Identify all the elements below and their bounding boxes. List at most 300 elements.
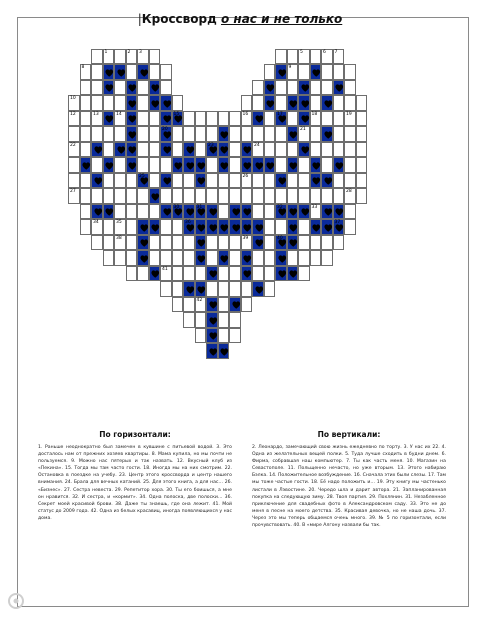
- grid-cell[interactable]: [126, 64, 138, 80]
- grid-cell[interactable]: [183, 266, 195, 282]
- grid-cell[interactable]: [137, 188, 149, 204]
- heart-icon: [128, 115, 137, 124]
- grid-cell[interactable]: [126, 204, 138, 220]
- grid-cell[interactable]: [206, 235, 218, 251]
- grid-cell[interactable]: [103, 235, 115, 251]
- grid-cell[interactable]: [252, 95, 264, 111]
- grid-cell[interactable]: [160, 281, 172, 297]
- heart-icon: [335, 84, 344, 93]
- clue-number: 14: [116, 111, 122, 117]
- heart-icon: [105, 115, 114, 124]
- grid-cell[interactable]: [103, 126, 115, 142]
- grid-cell[interactable]: [114, 250, 126, 266]
- grid-cell[interactable]: [91, 49, 103, 65]
- grid-cell[interactable]: [149, 157, 161, 173]
- page-corner-icon: [5, 590, 27, 612]
- grid-cell[interactable]: [172, 297, 184, 313]
- grid-cell[interactable]: [287, 188, 299, 204]
- grid-cell[interactable]: [321, 142, 333, 158]
- grid-cell[interactable]: [206, 250, 218, 266]
- grid-cell[interactable]: [206, 173, 218, 189]
- grid-cell[interactable]: [91, 95, 103, 111]
- grid-cell[interactable]: [287, 80, 299, 96]
- heart-icon: [255, 286, 264, 295]
- grid-cell[interactable]: [241, 297, 253, 313]
- grid-cell[interactable]: [229, 126, 241, 142]
- grid-cell[interactable]: [333, 142, 345, 158]
- grid-cell[interactable]: [229, 142, 241, 158]
- black-cell: [206, 312, 218, 328]
- black-cell: [321, 95, 333, 111]
- grid-cell[interactable]: [333, 188, 345, 204]
- grid-cell[interactable]: [264, 204, 276, 220]
- grid-cell[interactable]: [137, 266, 149, 282]
- heart-icon: [266, 100, 275, 109]
- grid-cell[interactable]: [195, 126, 207, 142]
- grid-cell[interactable]: [114, 173, 126, 189]
- grid-cell[interactable]: [287, 250, 299, 266]
- grid-cell[interactable]: [252, 126, 264, 142]
- clue-number: 16: [242, 111, 249, 117]
- grid-cell[interactable]: [252, 142, 264, 158]
- grid-cell[interactable]: [298, 250, 310, 266]
- grid-cell[interactable]: [252, 266, 264, 282]
- grid-cell[interactable]: [160, 188, 172, 204]
- grid-cell[interactable]: [275, 80, 287, 96]
- grid-cell[interactable]: [241, 173, 253, 189]
- grid-cell[interactable]: [298, 235, 310, 251]
- grid-cell[interactable]: [218, 328, 230, 344]
- grid-cell[interactable]: [264, 111, 276, 127]
- grid-cell[interactable]: [241, 188, 253, 204]
- grid-cell[interactable]: [80, 126, 92, 142]
- grid-cell[interactable]: [310, 250, 322, 266]
- grid-cell[interactable]: [103, 95, 115, 111]
- grid-cell[interactable]: [264, 188, 276, 204]
- black-cell: [137, 219, 149, 235]
- grid-cell[interactable]: [103, 250, 115, 266]
- grid-cell[interactable]: [195, 142, 207, 158]
- grid-cell[interactable]: [149, 64, 161, 80]
- grid-cell[interactable]: [160, 266, 172, 282]
- grid-cell[interactable]: [310, 80, 322, 96]
- black-cell: [172, 157, 184, 173]
- heart-icon: [128, 84, 137, 93]
- grid-cell[interactable]: [333, 126, 345, 142]
- grid-cell[interactable]: [264, 219, 276, 235]
- grid-cell[interactable]: [172, 95, 184, 111]
- grid-cell[interactable]: [264, 126, 276, 142]
- grid-cell[interactable]: [252, 80, 264, 96]
- grid-cell[interactable]: [298, 173, 310, 189]
- heart-icon: [128, 100, 137, 109]
- grid-cell[interactable]: [218, 204, 230, 220]
- grid-cell[interactable]: [229, 157, 241, 173]
- grid-cell[interactable]: [91, 111, 103, 127]
- black-cell: [172, 111, 184, 127]
- heart-icon: [105, 69, 114, 78]
- grid-cell[interactable]: [344, 157, 356, 173]
- grid-cell[interactable]: [160, 235, 172, 251]
- grid-cell[interactable]: [229, 173, 241, 189]
- grid-cell[interactable]: [91, 80, 103, 96]
- grid-cell[interactable]: [264, 266, 276, 282]
- heart-icon: [117, 146, 126, 155]
- grid-cell[interactable]: [68, 95, 80, 111]
- grid-cell[interactable]: [195, 188, 207, 204]
- black-cell: [252, 157, 264, 173]
- grid-cell[interactable]: [103, 219, 115, 235]
- grid-cell[interactable]: [321, 111, 333, 127]
- grid-cell[interactable]: [298, 49, 310, 65]
- grid-cell[interactable]: [149, 235, 161, 251]
- grid-cell[interactable]: [80, 204, 92, 220]
- grid-cell[interactable]: [172, 235, 184, 251]
- grid-cell[interactable]: [275, 126, 287, 142]
- grid-cell[interactable]: [80, 173, 92, 189]
- grid-cell[interactable]: [68, 142, 80, 158]
- grid-cell[interactable]: [80, 95, 92, 111]
- grid-cell[interactable]: [252, 204, 264, 220]
- grid-cell[interactable]: [287, 142, 299, 158]
- grid-cell[interactable]: [172, 188, 184, 204]
- grid-cell[interactable]: [229, 250, 241, 266]
- grid-cell[interactable]: [218, 297, 230, 313]
- grid-cell[interactable]: [91, 126, 103, 142]
- grid-cell[interactable]: [68, 111, 80, 127]
- grid-cell[interactable]: [344, 204, 356, 220]
- grid-cell[interactable]: [91, 219, 103, 235]
- grid-cell[interactable]: [321, 49, 333, 65]
- black-cell: [241, 219, 253, 235]
- grid-cell[interactable]: [241, 95, 253, 111]
- grid-cell[interactable]: [137, 95, 149, 111]
- text-cursor: |: [137, 12, 142, 26]
- grid-cell[interactable]: [218, 266, 230, 282]
- grid-cell[interactable]: [264, 281, 276, 297]
- grid-cell[interactable]: [126, 250, 138, 266]
- heart-icon: [117, 69, 126, 78]
- heart-icon: [197, 162, 206, 171]
- grid-cell[interactable]: [344, 64, 356, 80]
- heart-icon: [140, 239, 149, 248]
- grid-cell[interactable]: [114, 111, 126, 127]
- grid-cell[interactable]: [80, 219, 92, 235]
- grid-cell[interactable]: [114, 204, 126, 220]
- grid-cell[interactable]: [91, 188, 103, 204]
- grid-cell[interactable]: [114, 235, 126, 251]
- grid-cell[interactable]: [321, 250, 333, 266]
- grid-cell[interactable]: [310, 235, 322, 251]
- grid-cell[interactable]: [356, 111, 368, 127]
- grid-cell[interactable]: [298, 157, 310, 173]
- grid-cell[interactable]: [252, 173, 264, 189]
- grid-cell[interactable]: [149, 173, 161, 189]
- grid-cell[interactable]: [298, 266, 310, 282]
- heart-icon: [163, 177, 172, 186]
- grid-cell[interactable]: [344, 142, 356, 158]
- grid-cell[interactable]: [275, 142, 287, 158]
- grid-cell[interactable]: [310, 111, 322, 127]
- grid-cell[interactable]: [172, 266, 184, 282]
- grid-cell[interactable]: [149, 204, 161, 220]
- grid-cell[interactable]: [149, 142, 161, 158]
- grid-cell[interactable]: [229, 328, 241, 344]
- grid-cell[interactable]: [160, 250, 172, 266]
- black-cell: [287, 204, 299, 220]
- grid-cell[interactable]: [160, 157, 172, 173]
- grid-cell[interactable]: [68, 188, 80, 204]
- heart-icon: [255, 162, 264, 171]
- black-cell: [241, 142, 253, 158]
- black-cell: [310, 64, 322, 80]
- black-cell: [321, 219, 333, 235]
- grid-cell[interactable]: [114, 95, 126, 111]
- grid-cell[interactable]: [137, 126, 149, 142]
- grid-cell[interactable]: [275, 95, 287, 111]
- grid-cell[interactable]: [344, 80, 356, 96]
- grid-cell[interactable]: [356, 95, 368, 111]
- grid-cell[interactable]: [206, 281, 218, 297]
- black-cell: [183, 204, 195, 220]
- grid-cell[interactable]: [91, 157, 103, 173]
- grid-cell[interactable]: [310, 95, 322, 111]
- grid-cell[interactable]: [275, 49, 287, 65]
- grid-cell[interactable]: [310, 49, 322, 65]
- grid-cell[interactable]: [356, 173, 368, 189]
- grid-cell[interactable]: [183, 250, 195, 266]
- grid-cell[interactable]: [206, 157, 218, 173]
- grid-cell[interactable]: [195, 328, 207, 344]
- black-cell: [103, 80, 115, 96]
- grid-cell[interactable]: [333, 111, 345, 127]
- grid-cell[interactable]: [218, 173, 230, 189]
- heart-icon: [105, 84, 114, 93]
- grid-cell[interactable]: [149, 126, 161, 142]
- grid-cell[interactable]: [126, 49, 138, 65]
- grid-cell[interactable]: [103, 173, 115, 189]
- grid-cell[interactable]: [183, 188, 195, 204]
- grid-cell[interactable]: [103, 49, 115, 65]
- grid-cell[interactable]: [172, 142, 184, 158]
- grid-cell[interactable]: [229, 281, 241, 297]
- grid-cell[interactable]: [218, 281, 230, 297]
- clue-number: 10: [70, 96, 76, 101]
- grid-cell[interactable]: [195, 312, 207, 328]
- grid-cell[interactable]: [356, 188, 368, 204]
- grid-cell[interactable]: [114, 188, 126, 204]
- heart-icon: [301, 208, 310, 217]
- grid-cell[interactable]: [160, 80, 172, 96]
- grid-cell[interactable]: [137, 142, 149, 158]
- grid-cell[interactable]: [333, 235, 345, 251]
- black-cell: [333, 204, 345, 220]
- grid-cell[interactable]: [172, 173, 184, 189]
- grid-cell[interactable]: [344, 173, 356, 189]
- grid-cell[interactable]: [275, 219, 287, 235]
- clue-number: 24: [254, 142, 260, 148]
- grid-cell[interactable]: [126, 266, 138, 282]
- grid-cell[interactable]: [310, 142, 322, 158]
- grid-cell[interactable]: [321, 188, 333, 204]
- grid-cell[interactable]: [287, 173, 299, 189]
- grid-cell[interactable]: [149, 111, 161, 127]
- grid-cell[interactable]: [137, 157, 149, 173]
- grid-cell[interactable]: [149, 250, 161, 266]
- grid-cell[interactable]: [321, 235, 333, 251]
- grid-cell[interactable]: [287, 64, 299, 80]
- grid-cell[interactable]: [114, 80, 126, 96]
- grid-cell[interactable]: [264, 250, 276, 266]
- grid-cell[interactable]: [183, 111, 195, 127]
- grid-cell[interactable]: [333, 173, 345, 189]
- grid-cell[interactable]: [229, 235, 241, 251]
- grid-cell[interactable]: [264, 142, 276, 158]
- grid-cell[interactable]: [183, 173, 195, 189]
- grid-cell[interactable]: [172, 126, 184, 142]
- grid-cell[interactable]: [310, 188, 322, 204]
- grid-cell[interactable]: [103, 142, 115, 158]
- grid-cell[interactable]: [183, 235, 195, 251]
- grid-cell[interactable]: [68, 157, 80, 173]
- grid-cell[interactable]: [126, 235, 138, 251]
- grid-cell[interactable]: [298, 126, 310, 142]
- grid-cell[interactable]: [298, 188, 310, 204]
- grid-cell[interactable]: [321, 80, 333, 96]
- clue-number: 38: [116, 235, 122, 241]
- grid-cell[interactable]: [206, 111, 218, 127]
- grid-cell[interactable]: [172, 219, 184, 235]
- grid-cell[interactable]: [344, 111, 356, 127]
- black-cell: [137, 173, 149, 189]
- heart-icon: [140, 69, 149, 78]
- grid-cell[interactable]: [126, 219, 138, 235]
- grid-cell[interactable]: [241, 126, 253, 142]
- grid-cell[interactable]: [229, 188, 241, 204]
- clue-number: 35: [116, 220, 122, 225]
- grid-cell[interactable]: [310, 126, 322, 142]
- heart-icon: [186, 208, 195, 217]
- grid-cell[interactable]: [264, 64, 276, 80]
- grid-cell[interactable]: [344, 188, 356, 204]
- grid-cell[interactable]: [103, 188, 115, 204]
- grid-cell[interactable]: [126, 188, 138, 204]
- grid-cell[interactable]: [160, 64, 172, 80]
- grid-cell[interactable]: [218, 111, 230, 127]
- grid-cell[interactable]: [333, 95, 345, 111]
- grid-cell[interactable]: [229, 111, 241, 127]
- grid-cell[interactable]: [344, 95, 356, 111]
- grid-cell[interactable]: [344, 126, 356, 142]
- grid-cell[interactable]: [160, 219, 172, 235]
- grid-cell[interactable]: [137, 204, 149, 220]
- grid-cell[interactable]: [298, 64, 310, 80]
- grid-cell[interactable]: [172, 281, 184, 297]
- grid-cell[interactable]: [126, 173, 138, 189]
- black-cell: [149, 188, 161, 204]
- grid-cell[interactable]: [195, 266, 207, 282]
- grid-cell[interactable]: [206, 126, 218, 142]
- grid-cell[interactable]: [287, 49, 299, 65]
- grid-cell[interactable]: [218, 188, 230, 204]
- grid-cell[interactable]: [252, 188, 264, 204]
- grid-cell[interactable]: [80, 80, 92, 96]
- grid-cell[interactable]: [356, 126, 368, 142]
- black-cell: [298, 95, 310, 111]
- grid-cell[interactable]: [264, 173, 276, 189]
- grid-cell[interactable]: [356, 157, 368, 173]
- grid-cell[interactable]: [114, 219, 126, 235]
- grid-cell[interactable]: [333, 49, 345, 65]
- grid-cell[interactable]: [80, 188, 92, 204]
- clue-number: 12: [70, 111, 76, 117]
- grid-cell[interactable]: [114, 126, 126, 142]
- grid-cell[interactable]: [264, 235, 276, 251]
- grid-cell[interactable]: [114, 49, 126, 65]
- black-cell: [241, 204, 253, 220]
- black-cell: [206, 142, 218, 158]
- grid-cell[interactable]: [241, 111, 253, 127]
- grid-cell[interactable]: [287, 111, 299, 127]
- grid-cell[interactable]: [241, 235, 253, 251]
- across-text: 1. Раньше неоднократно был замечен в кувшине с питьевой водой. 3. Это досталось нам от прежних хозяев квартиры. 8. Мама купила, но мы почти не пользуемся. 9. Можно нас пятерых и так назвать. 12. Вкусный клуб из «Пекина». 15. Тогда мы там часто гости. 18. Иногда мы на них смотрим. 22. Остановка в поездке на учебу. 23. Центр этого кроссворда и центр нашего внимания. 24. Брала для вечных катаний. 25. Для этого книга, а для нас… 26. «Бизнес». 27. Сестра невеста. 29. Репетитор хора. 30. Ты его боишься, а мне он нравится. 32. И сестра, и «кормит». 34. Одна полоска, две полоски… 36. Секрет моей красивой брови. 38. Даже ты знаешь, где она лежит. 41. Мой статус до 2009 года. 42. Одна из белых красавиц, иногда появляющихся у нас дома.: [38, 445, 232, 521]
- grid-cell[interactable]: [321, 64, 333, 80]
- black-cell: [206, 219, 218, 235]
- grid-cell[interactable]: [80, 111, 92, 127]
- grid-cell[interactable]: [229, 312, 241, 328]
- grid-cell[interactable]: [172, 250, 184, 266]
- grid-cell[interactable]: [275, 157, 287, 173]
- grid-cell[interactable]: [321, 157, 333, 173]
- grid-cell[interactable]: [183, 126, 195, 142]
- grid-cell[interactable]: [344, 219, 356, 235]
- grid-cell[interactable]: [68, 173, 80, 189]
- heart-icon: [209, 317, 218, 326]
- grid-cell[interactable]: [137, 80, 149, 96]
- grid-cell[interactable]: [91, 235, 103, 251]
- grid-cell[interactable]: [114, 157, 126, 173]
- black-cell: [183, 219, 195, 235]
- grid-cell[interactable]: [195, 297, 207, 313]
- grid-cell[interactable]: [275, 188, 287, 204]
- black-cell: [298, 80, 310, 96]
- grid-cell[interactable]: [229, 266, 241, 282]
- grid-cell[interactable]: [149, 49, 161, 65]
- grid-cell[interactable]: [137, 49, 149, 65]
- grid-cell[interactable]: [68, 126, 80, 142]
- grid-cell[interactable]: [333, 64, 345, 80]
- grid-cell[interactable]: [310, 204, 322, 220]
- grid-cell[interactable]: [137, 111, 149, 127]
- grid-cell[interactable]: [183, 297, 195, 313]
- grid-cell[interactable]: [195, 111, 207, 127]
- black-cell: [149, 80, 161, 96]
- grid-cell[interactable]: [218, 312, 230, 328]
- black-cell: [333, 80, 345, 96]
- grid-cell[interactable]: [252, 250, 264, 266]
- grid-cell[interactable]: [218, 235, 230, 251]
- grid-cell[interactable]: [183, 312, 195, 328]
- grid-cell[interactable]: [91, 64, 103, 80]
- grid-cell[interactable]: [241, 281, 253, 297]
- grid-cell[interactable]: [356, 142, 368, 158]
- grid-cell[interactable]: [80, 142, 92, 158]
- grid-cell[interactable]: [298, 219, 310, 235]
- black-cell: [298, 111, 310, 127]
- heart-icon: [209, 348, 218, 357]
- grid-cell[interactable]: [80, 64, 92, 80]
- grid-cell[interactable]: [206, 188, 218, 204]
